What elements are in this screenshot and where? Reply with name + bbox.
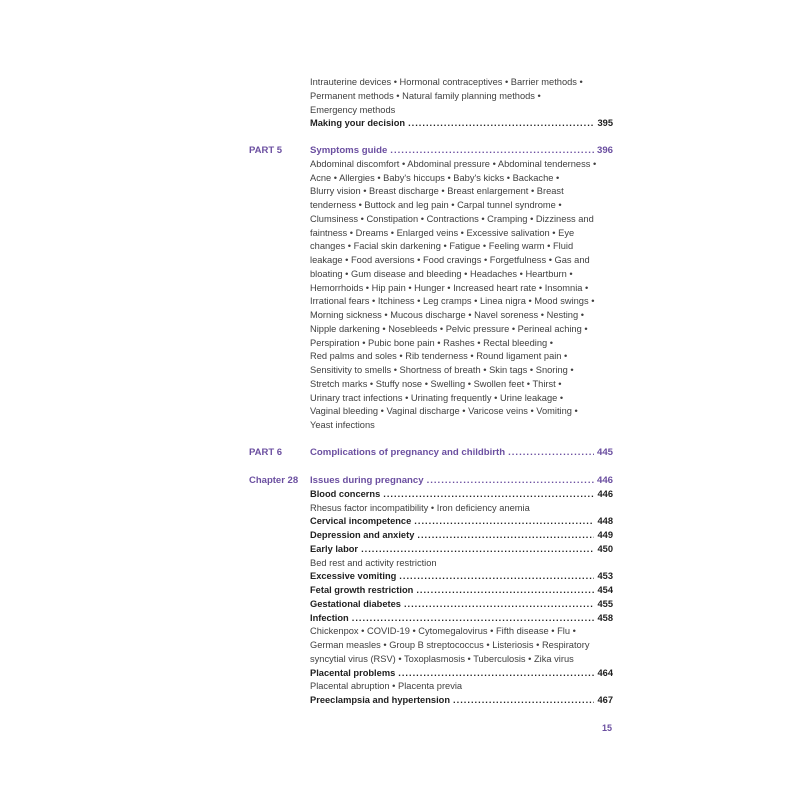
leader-dots — [427, 474, 594, 488]
leader-dots — [399, 570, 594, 584]
toc-entry-page: 448 — [597, 516, 613, 527]
symptom-line: Blurry vision • Breast discharge • Breast enlargement • Breast — [310, 186, 564, 197]
toc-subtopics: Permanent methods • Natural family planning methods • — [310, 90, 541, 101]
toc-entry-complications[interactable] — [310, 446, 613, 460]
toc-entry-page: 450 — [597, 543, 613, 554]
toc-entry-title: Complications of pregnancy and childbirth — [310, 447, 506, 458]
toc-entry-issues-during-pregnancy[interactable] — [310, 474, 613, 488]
chapter-28-block — [310, 474, 613, 708]
toc-subtopics: syncytial virus (RSV) • Toxoplasmosis • Tuberculosis • Zika virus — [310, 653, 574, 664]
toc-subtopics: Chickenpox • COVID-19 • Cytomegalovirus • Fifth disease • Flu • — [310, 626, 576, 637]
toc-entry-title: Making your decision — [310, 118, 406, 129]
symptom-line: Red palms and soles • Rib tenderness • Round ligament pain • — [310, 351, 568, 362]
part-5-label: PART 5 — [249, 145, 283, 156]
leader-dots — [453, 694, 594, 708]
symptom-line: Clumsiness • Constipation • Contractions • Cramping • Dizziness and — [310, 213, 594, 224]
toc-entry-cervical-incompetence[interactable] — [310, 515, 613, 529]
toc-entry-fetal-growth-restriction[interactable] — [310, 584, 613, 598]
symptom-line: Stretch marks • Stuffy nose • Swelling • Swollen feet • Thirst • — [310, 378, 562, 389]
symptom-line: Sensitivity to smells • Shortness of breath • Skin tags • Snoring • — [310, 365, 574, 375]
toc-entry-title: Blood concerns — [310, 488, 381, 499]
toc-entry-title: Preeclampsia and hypertension — [310, 695, 451, 705]
symptom-line: tenderness • Buttock and leg pain • Carpal tunnel syndrome • — [310, 200, 562, 210]
leader-dots — [414, 515, 594, 529]
toc-entry-title: Fetal growth restriction — [310, 585, 414, 595]
leader-dots — [352, 612, 595, 626]
toc-entry-page: 446 — [597, 488, 613, 499]
toc-subtopics: Emergency methods — [310, 104, 396, 115]
toc-subtopics: Rhesus factor incompatibility • Iron deficiency anemia — [310, 502, 530, 513]
leader-dots — [361, 543, 594, 557]
toc-entry-title: Depression and anxiety — [310, 530, 415, 540]
symptom-line: Vaginal bleeding • Vaginal discharge • Varicose veins • Vomiting • — [310, 406, 578, 417]
leader-dots — [416, 584, 594, 598]
toc-entry-depression-and-anxiety[interactable] — [310, 529, 613, 543]
toc-entry-excessive-vomiting[interactable] — [310, 570, 613, 584]
toc-entry-making-your-decision[interactable] — [310, 117, 613, 131]
toc-entry-preeclampsia-and-hypertension[interactable] — [310, 694, 613, 708]
toc-entry-title: Issues during pregnancy — [310, 475, 424, 486]
toc-entry-symptoms-guide[interactable] — [310, 144, 613, 158]
symptom-line: changes • Facial skin darkening • Fatigue • Feeling warm • Fluid — [310, 241, 574, 252]
toc-entry-title: Cervical incompetence — [310, 516, 412, 527]
toc-entry-page: 454 — [597, 585, 613, 595]
leader-dots — [390, 144, 594, 158]
toc-entry-blood-concerns[interactable] — [310, 488, 613, 502]
symptom-line: Hemorrhoids • Hip pain • Hunger • Increased heart rate • Insomnia • — [310, 282, 589, 293]
leader-dots — [508, 446, 594, 460]
leader-dots — [408, 117, 594, 131]
part-6-block — [310, 446, 613, 460]
toc-subtopics: Placental abruption • Placenta previa — [310, 681, 463, 692]
toc-entry-page: 395 — [597, 118, 613, 129]
symptom-line: faintness • Dreams • Enlarged veins • Excessive salivation • Eye — [310, 227, 575, 238]
page-number: 15 — [602, 723, 613, 733]
toc-entry-title: Symptoms guide — [310, 145, 388, 156]
symptom-line: bloating • Gum disease and bleeding • Headaches • Heartburn • — [310, 268, 573, 279]
symptom-line: Perspiration • Pubic bone pain • Rashes • Rectal bleeding • — [310, 337, 553, 348]
toc-entry-gestational-diabetes[interactable] — [310, 598, 613, 612]
symptom-line: Acne • Allergies • Baby's hiccups • Baby's kicks • Backache • — [310, 172, 560, 183]
symptom-line: Irrational fears • Itchiness • Leg cramps • Linea nigra • Mood swings • — [310, 296, 595, 307]
toc-entry-title: Infection — [310, 612, 349, 623]
toc-entry-page: 396 — [596, 145, 613, 156]
toc-subtopics: Bed rest and activity restriction — [310, 557, 437, 568]
toc-entry-title: Gestational diabetes — [310, 598, 401, 609]
toc-entry-page: 449 — [597, 530, 613, 540]
contraception-block — [310, 76, 613, 131]
toc-entry-early-labor[interactable] — [310, 543, 613, 557]
toc-entry-placental-problems[interactable] — [310, 667, 613, 681]
toc-entry-page: 467 — [597, 695, 613, 705]
symptom-line: Nipple darkening • Nosebleeds • Pelvic pressure • Perineal aching • — [310, 323, 588, 334]
toc-subtopics: German measles • Group B streptococcus • Listeriosis • Respiratory — [310, 640, 590, 650]
leader-dots — [417, 529, 594, 543]
leader-dots — [398, 667, 594, 681]
symptom-line: Abdominal discomfort • Abdominal pressure • Abdominal tenderness • — [310, 158, 597, 169]
leader-dots — [404, 598, 595, 612]
symptom-line: Urinary tract infections • Urinating frequently • Urine leakage • — [310, 392, 564, 403]
toc-entry-page: 453 — [597, 571, 613, 582]
toc-entry-page: 455 — [597, 598, 613, 609]
part-5-block — [310, 144, 613, 433]
toc-entry-title: Early labor — [310, 543, 359, 554]
chapter-28-label: Chapter 28 — [249, 475, 299, 486]
toc-entry-title: Placental problems — [310, 667, 396, 678]
symptom-line: Yeast infections — [310, 420, 375, 430]
part-6-label: PART 6 — [249, 447, 283, 458]
symptom-line: Morning sickness • Mucous discharge • Navel soreness • Nesting • — [310, 310, 584, 320]
toc-entry-title: Excessive vomiting — [310, 571, 397, 582]
toc-entry-page: 464 — [597, 667, 613, 678]
toc-entry-page: 446 — [596, 475, 613, 486]
symptom-line: leakage • Food aversions • Food cravings • Forgetfulness • Gas and — [310, 255, 590, 265]
toc-subtopics: Intrauterine devices • Hormonal contraceptives • Barrier methods • — [310, 77, 583, 87]
toc-entry-infection[interactable] — [310, 612, 613, 626]
toc-entry-page: 458 — [597, 612, 613, 623]
leader-dots — [383, 488, 594, 502]
toc-entry-page: 445 — [596, 447, 613, 458]
